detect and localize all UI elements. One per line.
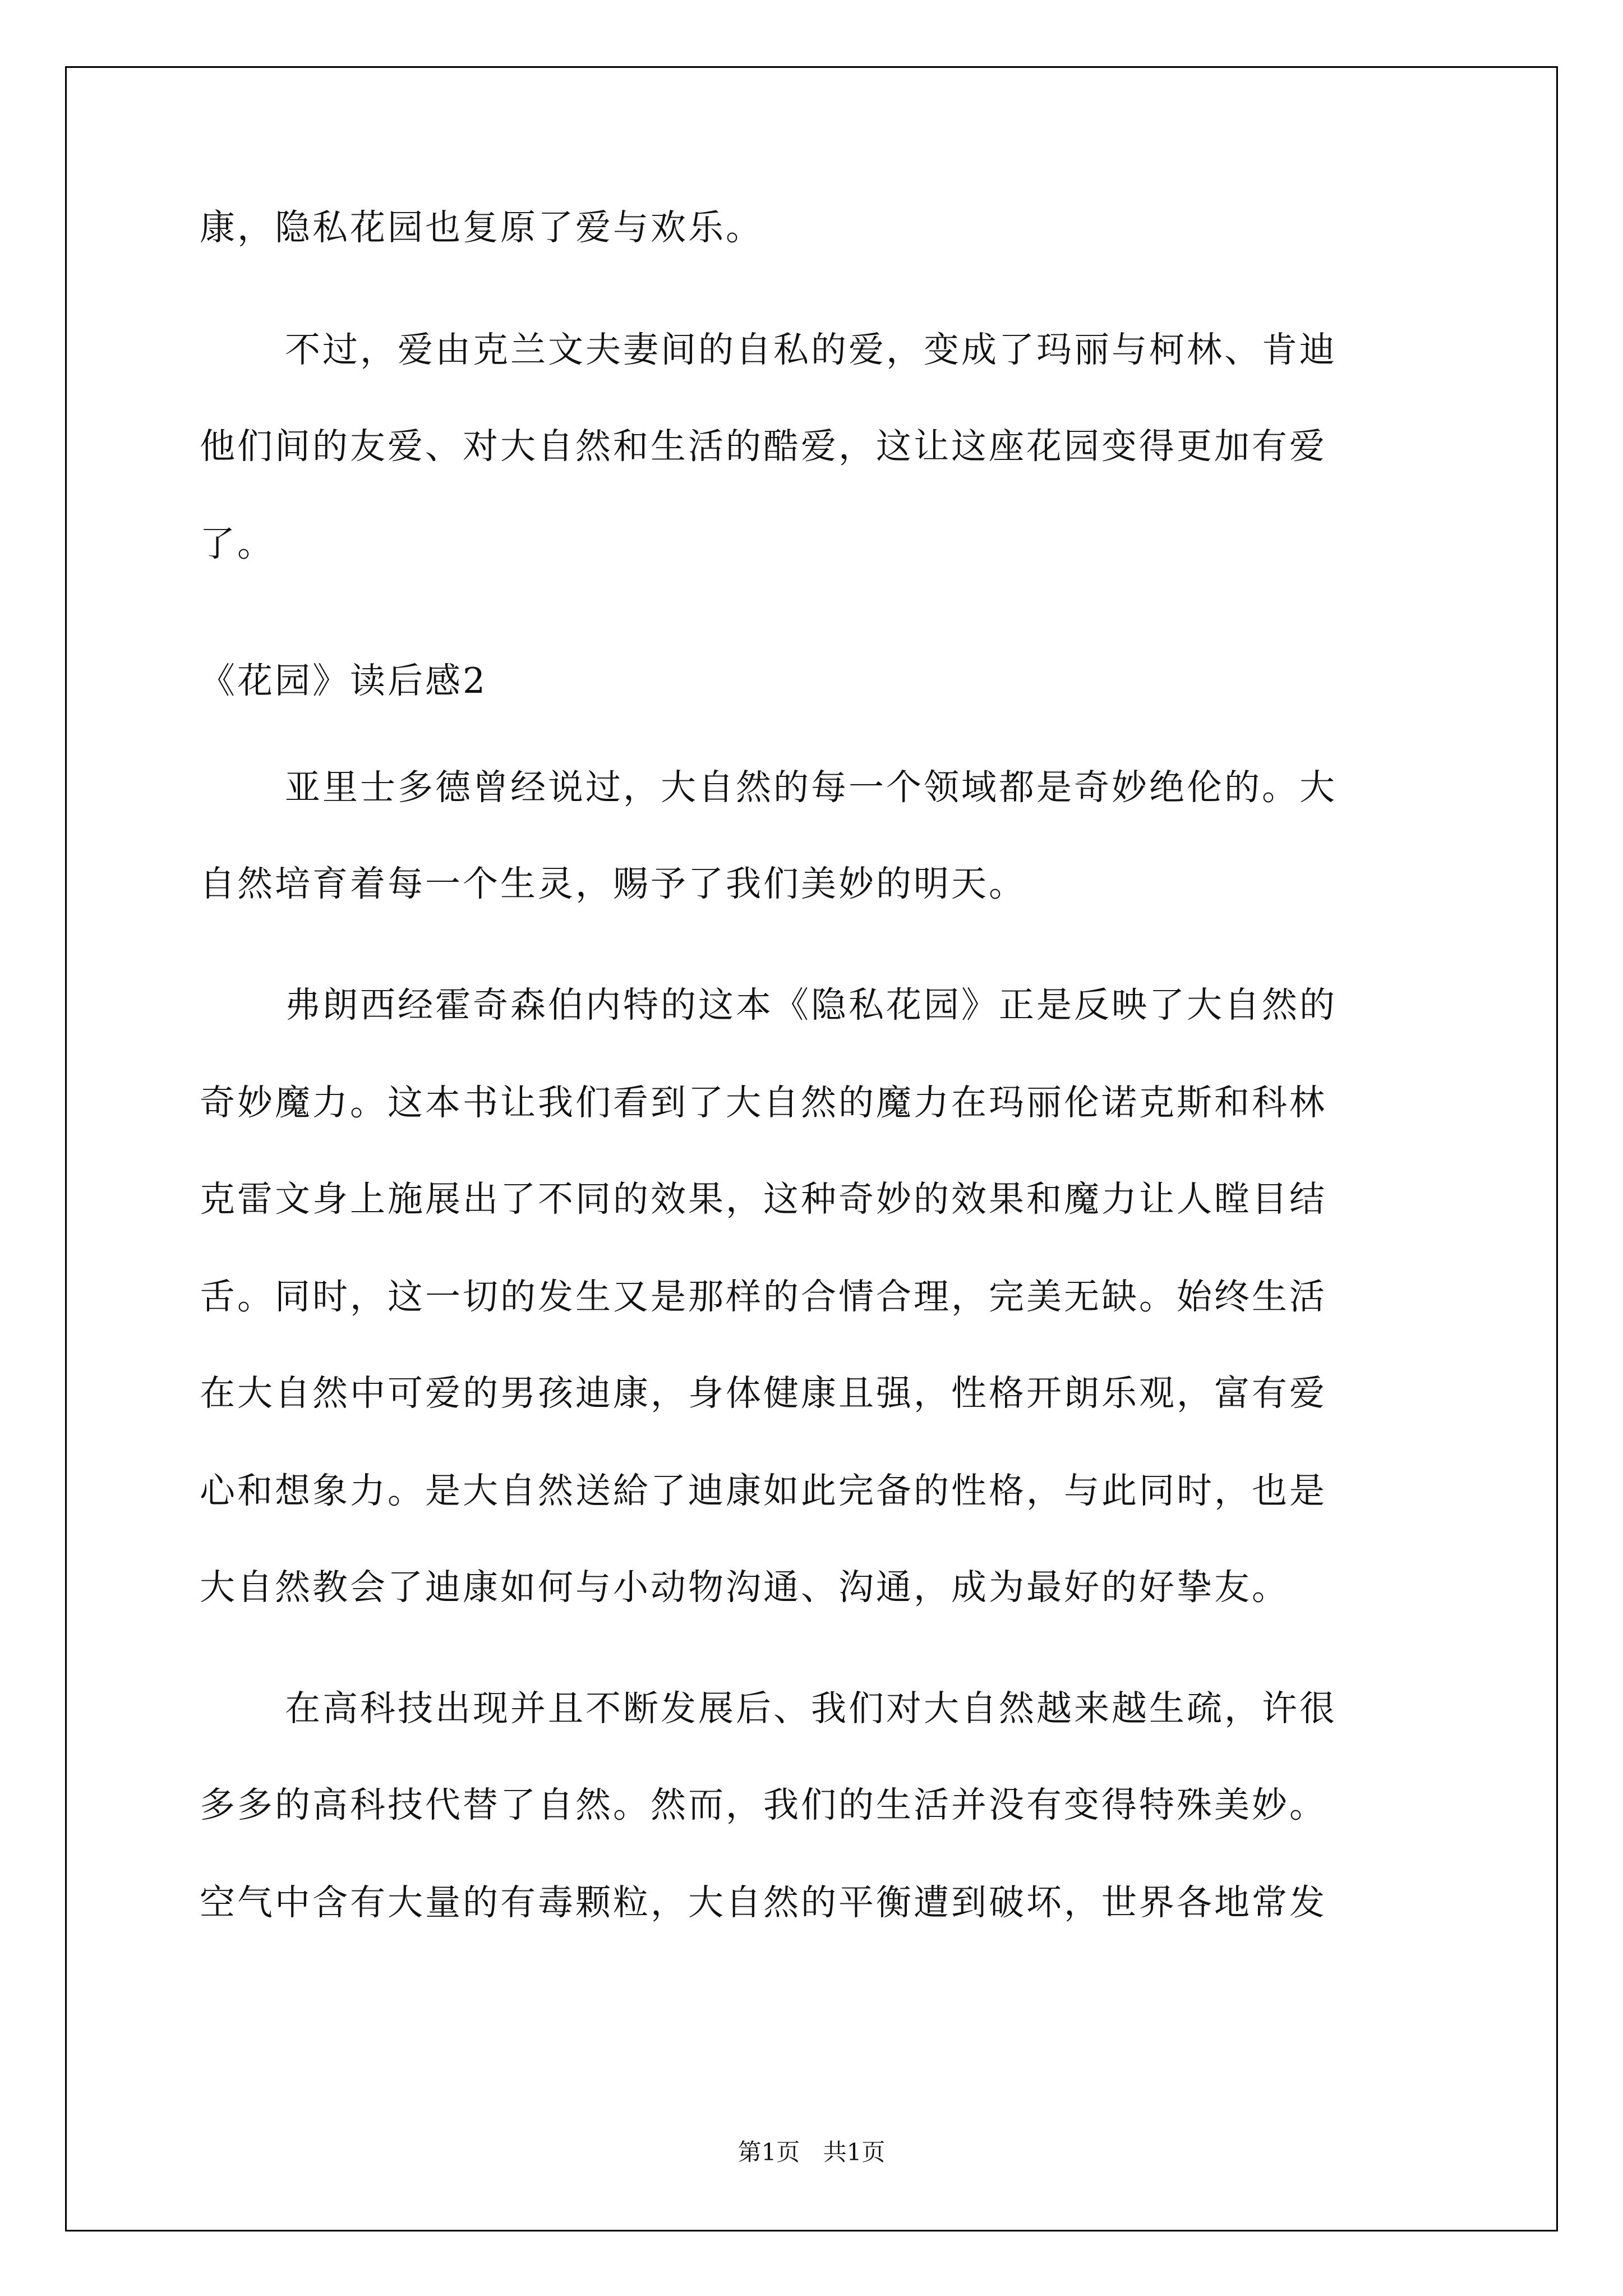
text-line: 了。	[200, 523, 275, 564]
text-line: 舌。同时，这一切的发生又是那样的合情合理，完美无缺。始终生活	[200, 1276, 1327, 1317]
paragraph-line: 亚里士多德曾经说过，大自然的每一个领域都是奇妙绝伦的。大	[285, 767, 1337, 808]
text-line: 空气中含有大量的有毒颗粒，大自然的平衡遭到破坏，世界各地常发	[200, 1882, 1327, 1923]
text-line: 心和想象力。是大自然送給了迪康如此完备的性格，与此同时，也是	[200, 1470, 1327, 1511]
text-line: 在大自然中可爱的男孩迪康，身体健康且强，性格开朗乐观，富有爱	[200, 1373, 1327, 1414]
paragraph-line: 在高科技出现并且不断发展后、我们对大自然越来越生疏，许很	[285, 1688, 1337, 1729]
text-line: 克雷文身上施展出了不同的效果，这种奇妙的效果和魔力让人瞠目结	[200, 1179, 1327, 1220]
text-line: 大自然教会了迪康如何与小动物沟通、沟通，成为最好的好挚友。	[200, 1567, 1289, 1608]
page-footer	[0, 2138, 1623, 2166]
text-line: 多多的高科技代替了自然。然而，我们的生活并没有变得特殊美妙。	[200, 1784, 1327, 1825]
section-heading: 《花园》读后感2	[200, 660, 488, 701]
text-line: 他们间的友爱、对大自然和生活的酷爱，这让这座花园变得更加有爱	[200, 426, 1327, 467]
paragraph-line: 弗朗西经霍奇森伯内特的这本《隐私花园》正是反映了大自然的	[285, 984, 1337, 1025]
text-line: 自然培育着每一个生灵，赐予了我们美妙的明天。	[200, 863, 1026, 904]
text-line: 康，隐私花园也复原了爱与欢乐。	[200, 207, 763, 248]
page-number: 第1页	[737, 2138, 800, 2166]
page-total: 共1页	[823, 2138, 886, 2166]
text-line: 奇妙魔力。这本书让我们看到了大自然的魔力在玛丽伦诺克斯和科林	[200, 1082, 1327, 1123]
paragraph-line: 不过，爱由克兰文夫妻间的自私的爱，变成了玛丽与柯林、肯迪	[285, 329, 1337, 370]
